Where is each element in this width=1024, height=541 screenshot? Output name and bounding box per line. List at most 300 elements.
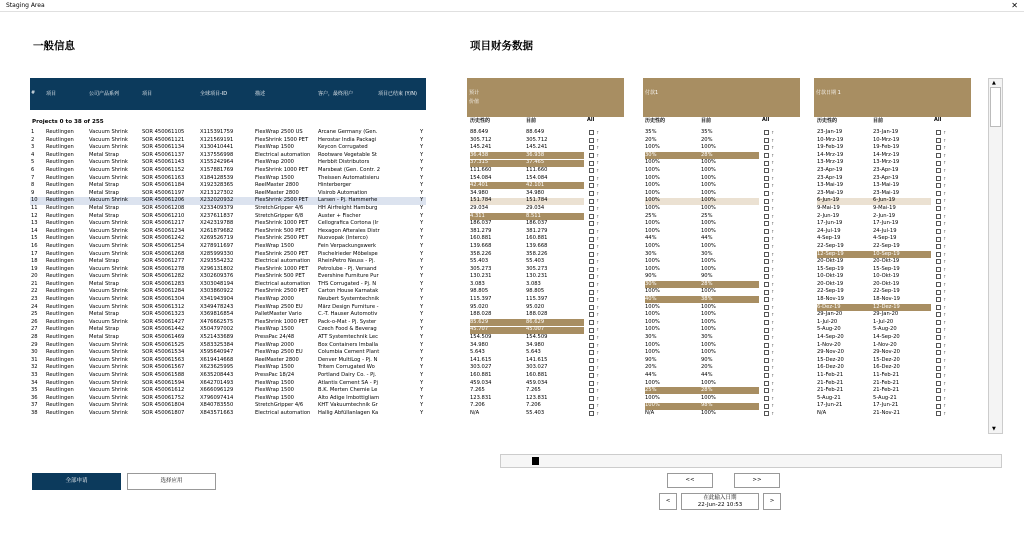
checkbox-marker-icon: ↑ bbox=[771, 357, 775, 363]
table-cell: Y bbox=[420, 144, 424, 151]
financial-row bbox=[470, 251, 620, 259]
table-row[interactable] bbox=[30, 288, 426, 296]
table-cell: FlexShrink 500 PET bbox=[255, 273, 305, 280]
row-checkbox[interactable] bbox=[764, 153, 769, 158]
table-cell: FlexShrink 2500 PET bbox=[255, 250, 309, 257]
row-checkbox[interactable] bbox=[936, 388, 941, 393]
table-cell: Arcane Germany (Gen. bbox=[318, 129, 378, 135]
financial-value: 55.403 bbox=[526, 258, 545, 265]
row-checkbox[interactable] bbox=[589, 388, 594, 393]
financial-row bbox=[817, 296, 967, 304]
row-checkbox[interactable] bbox=[589, 312, 594, 317]
row-checkbox[interactable] bbox=[936, 199, 941, 204]
checkbox-marker-icon: ↑ bbox=[596, 357, 600, 363]
row-checkbox[interactable] bbox=[936, 237, 941, 242]
financial-row bbox=[470, 205, 620, 213]
checkbox-marker-icon: ↑ bbox=[596, 297, 600, 303]
row-checkbox[interactable] bbox=[764, 343, 769, 348]
row-checkbox[interactable] bbox=[764, 191, 769, 196]
financial-value: 305.712 bbox=[470, 136, 492, 143]
projects-count: Projects 0 to 38 of 255 bbox=[32, 119, 104, 125]
row-checkbox[interactable] bbox=[589, 328, 594, 333]
table-row[interactable] bbox=[30, 349, 426, 357]
financial-value: 100% bbox=[645, 303, 660, 310]
row-checkbox[interactable] bbox=[589, 221, 594, 226]
next-page-button[interactable]: >> bbox=[734, 473, 780, 488]
table-row[interactable] bbox=[30, 266, 426, 274]
financial-value: 25% bbox=[645, 387, 657, 394]
checkbox-marker-icon: ↑ bbox=[943, 183, 947, 189]
table-row[interactable] bbox=[30, 304, 426, 312]
financial-row bbox=[645, 144, 795, 152]
scroll-up-icon[interactable]: ▲ bbox=[992, 80, 996, 86]
table-row[interactable] bbox=[30, 380, 426, 388]
row-checkbox[interactable] bbox=[589, 229, 594, 234]
financial-value: 459.034 bbox=[526, 379, 548, 386]
row-checkbox[interactable] bbox=[936, 153, 941, 158]
row-checkbox[interactable] bbox=[764, 312, 769, 317]
row-checkbox[interactable] bbox=[936, 252, 941, 257]
table-cell: Theissen Automatisieru bbox=[318, 174, 380, 181]
table-row[interactable] bbox=[30, 326, 426, 334]
table-cell: 22 bbox=[31, 288, 38, 295]
row-checkbox[interactable] bbox=[936, 312, 941, 317]
financial-row bbox=[817, 182, 967, 190]
table-cell: Metal Strap bbox=[89, 334, 119, 341]
row-checkbox[interactable] bbox=[589, 168, 594, 173]
checkbox-marker-icon: ↑ bbox=[596, 243, 600, 249]
row-checkbox[interactable] bbox=[589, 274, 594, 279]
table-row[interactable] bbox=[30, 129, 426, 137]
row-checkbox[interactable] bbox=[764, 229, 769, 234]
row-checkbox[interactable] bbox=[764, 259, 769, 264]
row-checkbox[interactable] bbox=[589, 183, 594, 188]
row-checkbox[interactable] bbox=[589, 373, 594, 378]
table-row[interactable] bbox=[30, 197, 426, 205]
financial-value: 6-Jun-19 bbox=[817, 197, 840, 204]
row-checkbox[interactable] bbox=[936, 404, 941, 409]
next-date-button[interactable]: > bbox=[763, 493, 781, 510]
table-cell: PressPac 24/48 bbox=[255, 334, 295, 341]
row-checkbox[interactable] bbox=[764, 221, 769, 226]
row-checkbox[interactable] bbox=[764, 145, 769, 150]
row-checkbox[interactable] bbox=[764, 328, 769, 333]
table-cell: März Design Furniture - bbox=[318, 303, 379, 310]
table-row[interactable] bbox=[30, 144, 426, 152]
row-checkbox[interactable] bbox=[764, 373, 769, 378]
row-checkbox[interactable] bbox=[589, 138, 594, 143]
row-checkbox[interactable] bbox=[764, 244, 769, 249]
row-checkbox[interactable] bbox=[764, 366, 769, 371]
row-checkbox[interactable] bbox=[936, 221, 941, 226]
row-checkbox[interactable] bbox=[936, 138, 941, 143]
row-checkbox[interactable] bbox=[589, 411, 594, 416]
row-checkbox[interactable] bbox=[764, 274, 769, 279]
checkbox-marker-icon: ↑ bbox=[771, 304, 775, 310]
financial-value: 100% bbox=[701, 174, 716, 181]
financial-value: 14-Mrz-19 bbox=[817, 151, 844, 158]
row-checkbox[interactable] bbox=[589, 267, 594, 272]
table-cell: Metal Strap bbox=[89, 212, 119, 219]
table-row[interactable] bbox=[30, 213, 426, 221]
table-row[interactable] bbox=[30, 395, 426, 403]
table-cell: Metal Strap bbox=[89, 311, 119, 318]
row-checkbox[interactable] bbox=[936, 176, 941, 181]
financial-value: 21-Feb-21 bbox=[873, 379, 900, 386]
financial-value: 29-Jan-20 bbox=[873, 311, 899, 318]
financial-value: 34.980 bbox=[526, 189, 545, 196]
row-checkbox[interactable] bbox=[936, 396, 941, 401]
financial-value: 30% bbox=[645, 151, 657, 158]
prev-date-button[interactable]: < bbox=[659, 493, 677, 510]
financial-row bbox=[817, 349, 967, 357]
table-cell: Reutlingen bbox=[46, 364, 74, 371]
row-checkbox[interactable] bbox=[764, 381, 769, 386]
financial-value: 11-Feb-21 bbox=[873, 372, 900, 378]
row-checkbox[interactable] bbox=[764, 130, 769, 135]
row-checkbox[interactable] bbox=[936, 259, 941, 264]
row-checkbox[interactable] bbox=[936, 244, 941, 249]
checkbox-marker-icon: ↑ bbox=[771, 228, 775, 234]
table-row[interactable] bbox=[30, 311, 426, 319]
row-checkbox[interactable] bbox=[936, 168, 941, 173]
table-cell: SOR 450061206 bbox=[142, 197, 185, 204]
table-cell: Reutlingen bbox=[46, 258, 74, 265]
row-checkbox[interactable] bbox=[936, 320, 941, 325]
row-checkbox[interactable] bbox=[936, 229, 941, 234]
table-cell: 34 bbox=[31, 379, 38, 386]
row-checkbox[interactable] bbox=[764, 282, 769, 287]
table-row[interactable] bbox=[30, 205, 426, 213]
financial-row bbox=[817, 129, 967, 137]
table-row[interactable] bbox=[30, 182, 426, 190]
row-checkbox[interactable] bbox=[589, 161, 594, 166]
vertical-scrollbar[interactable] bbox=[988, 78, 1003, 434]
row-checkbox[interactable] bbox=[589, 404, 594, 409]
row-checkbox[interactable] bbox=[936, 381, 941, 386]
checkbox-marker-icon: ↑ bbox=[771, 152, 775, 158]
row-checkbox[interactable] bbox=[589, 297, 594, 302]
table-cell: Y bbox=[420, 258, 424, 265]
row-checkbox[interactable] bbox=[764, 388, 769, 393]
checkbox-marker-icon: ↑ bbox=[596, 190, 600, 196]
row-checkbox[interactable] bbox=[764, 290, 769, 295]
row-checkbox[interactable] bbox=[589, 259, 594, 264]
checkbox-marker-icon: ↑ bbox=[943, 289, 947, 295]
table-cell: Reutlingen bbox=[46, 182, 74, 189]
table-row[interactable] bbox=[30, 137, 426, 145]
row-checkbox[interactable] bbox=[936, 297, 941, 302]
row-checkbox[interactable] bbox=[764, 199, 769, 204]
row-checkbox[interactable] bbox=[589, 176, 594, 181]
table-row[interactable] bbox=[30, 364, 426, 372]
table-row[interactable] bbox=[30, 410, 426, 418]
row-checkbox[interactable] bbox=[589, 206, 594, 211]
table-cell: 32 bbox=[31, 364, 38, 371]
checkbox-marker-icon: ↑ bbox=[943, 137, 947, 143]
row-checkbox[interactable] bbox=[764, 411, 769, 416]
table-row[interactable] bbox=[30, 273, 426, 281]
row-checkbox[interactable] bbox=[589, 305, 594, 310]
financial-value: 90% bbox=[645, 356, 657, 363]
financial-row bbox=[645, 349, 795, 357]
table-cell: Y bbox=[420, 280, 424, 287]
row-checkbox[interactable] bbox=[936, 366, 941, 371]
row-checkbox[interactable] bbox=[936, 411, 941, 416]
financial-row bbox=[645, 213, 795, 221]
subheader-label: All bbox=[587, 117, 595, 123]
financial-row bbox=[470, 190, 620, 198]
financial-value: 303.027 bbox=[470, 364, 492, 371]
financial-row bbox=[645, 243, 795, 251]
row-checkbox[interactable] bbox=[764, 237, 769, 242]
apply-selected-button[interactable]: 选择应用 bbox=[127, 473, 216, 490]
table-cell: Reutlingen bbox=[46, 356, 74, 363]
row-checkbox[interactable] bbox=[936, 145, 941, 150]
financial-row bbox=[817, 334, 967, 342]
payment1-header bbox=[643, 78, 800, 117]
table-cell: Vacuum Shrink bbox=[89, 303, 128, 310]
horizontal-scrollbar[interactable] bbox=[500, 454, 1002, 468]
row-checkbox[interactable] bbox=[589, 191, 594, 196]
row-checkbox[interactable] bbox=[936, 183, 941, 188]
table-row[interactable] bbox=[30, 334, 426, 342]
table-row[interactable] bbox=[30, 175, 426, 183]
row-checkbox[interactable] bbox=[936, 130, 941, 135]
row-checkbox[interactable] bbox=[589, 366, 594, 371]
table-row[interactable] bbox=[30, 372, 426, 380]
financial-value: 10-Okt-19 bbox=[817, 273, 844, 280]
row-checkbox[interactable] bbox=[936, 305, 941, 310]
row-checkbox[interactable] bbox=[936, 282, 941, 287]
row-checkbox[interactable] bbox=[936, 191, 941, 196]
table-cell: Reutlingen bbox=[46, 288, 74, 295]
table-cell: 38 bbox=[31, 409, 38, 416]
table-cell: Y bbox=[420, 356, 424, 363]
table-cell: Vacuum Shrink bbox=[89, 409, 128, 416]
checkbox-marker-icon: ↑ bbox=[943, 403, 947, 409]
row-checkbox[interactable] bbox=[764, 206, 769, 211]
row-checkbox[interactable] bbox=[589, 350, 594, 355]
table-cell: SOR 450061137 bbox=[142, 151, 185, 158]
row-checkbox[interactable] bbox=[589, 282, 594, 287]
financial-value: 88.649 bbox=[470, 129, 489, 135]
table-cell: Y bbox=[420, 311, 424, 318]
checkbox-marker-icon: ↑ bbox=[596, 145, 600, 151]
table-row[interactable] bbox=[30, 152, 426, 160]
row-checkbox[interactable] bbox=[764, 176, 769, 181]
table-cell: Y bbox=[420, 197, 424, 204]
row-checkbox[interactable] bbox=[936, 350, 941, 355]
table-row[interactable] bbox=[30, 167, 426, 175]
financial-value: 100% bbox=[645, 379, 660, 386]
row-checkbox[interactable] bbox=[936, 373, 941, 378]
table-row[interactable] bbox=[30, 251, 426, 259]
table-cell: SOR 450061304 bbox=[142, 296, 185, 303]
financial-data-title: 项目财务数据 bbox=[470, 40, 533, 52]
financial-value: 154.084 bbox=[526, 174, 548, 181]
row-checkbox[interactable] bbox=[589, 145, 594, 150]
table-cell: 27 bbox=[31, 326, 38, 333]
table-cell: X213127302 bbox=[200, 189, 234, 196]
row-checkbox[interactable] bbox=[589, 396, 594, 401]
date-input[interactable] bbox=[681, 493, 759, 510]
table-cell: 33 bbox=[31, 372, 38, 378]
table-cell: Reutlingen bbox=[46, 334, 74, 341]
row-checkbox[interactable] bbox=[764, 335, 769, 340]
row-checkbox[interactable] bbox=[764, 396, 769, 401]
row-checkbox[interactable] bbox=[764, 252, 769, 257]
row-checkbox[interactable] bbox=[764, 214, 769, 219]
row-checkbox[interactable] bbox=[764, 320, 769, 325]
table-cell: SOR 450061752 bbox=[142, 394, 185, 401]
row-checkbox[interactable] bbox=[589, 214, 594, 219]
table-cell: FlexWrap 1500 bbox=[255, 364, 294, 371]
row-checkbox[interactable] bbox=[589, 130, 594, 135]
row-checkbox[interactable] bbox=[764, 305, 769, 310]
financial-value: 11-Feb-21 bbox=[817, 372, 844, 378]
table-row[interactable] bbox=[30, 387, 426, 395]
table-row[interactable] bbox=[30, 319, 426, 327]
row-checkbox[interactable] bbox=[589, 199, 594, 204]
table-cell: X155242964 bbox=[200, 159, 234, 166]
financial-value: 14-Sep-20 bbox=[873, 334, 900, 341]
financial-value: 123.831 bbox=[526, 394, 548, 401]
table-cell: SOR 450061804 bbox=[142, 402, 185, 409]
financial-value: 139.668 bbox=[470, 242, 492, 249]
scroll-down-icon[interactable]: ▼ bbox=[992, 426, 996, 432]
row-checkbox[interactable] bbox=[764, 297, 769, 302]
table-row[interactable] bbox=[30, 235, 426, 243]
financial-value: 186.037 bbox=[470, 220, 492, 227]
financial-value: 305.273 bbox=[470, 265, 492, 272]
row-checkbox[interactable] bbox=[589, 335, 594, 340]
table-cell: X476662575 bbox=[200, 318, 234, 325]
row-checkbox[interactable] bbox=[764, 267, 769, 272]
financial-value: 20-Okt-19 bbox=[817, 280, 844, 287]
close-icon[interactable]: ✕ bbox=[1011, 1, 1018, 10]
table-cell: 23 bbox=[31, 296, 38, 303]
financial-value: 5-Aug-20 bbox=[817, 326, 841, 333]
row-checkbox[interactable] bbox=[589, 320, 594, 325]
financial-value: 30% bbox=[701, 334, 713, 341]
financial-row bbox=[645, 304, 795, 312]
table-cell: Vacuum Shrink bbox=[89, 144, 128, 151]
financial-value: 55.403 bbox=[526, 409, 545, 416]
table-cell: 15 bbox=[31, 235, 38, 242]
row-checkbox[interactable] bbox=[589, 290, 594, 295]
table-cell: Reutlingen bbox=[46, 303, 74, 310]
financial-value: 100% bbox=[701, 189, 716, 196]
apply-all-button[interactable]: 全部申请 bbox=[32, 473, 121, 490]
horizontal-scroll-thumb[interactable] bbox=[532, 457, 539, 465]
table-row[interactable] bbox=[30, 159, 426, 167]
financial-row bbox=[470, 319, 620, 327]
table-cell: Y bbox=[420, 182, 424, 189]
row-checkbox[interactable] bbox=[589, 252, 594, 257]
row-checkbox[interactable] bbox=[936, 358, 941, 363]
row-checkbox[interactable] bbox=[936, 161, 941, 166]
row-checkbox[interactable] bbox=[764, 161, 769, 166]
checkbox-marker-icon: ↑ bbox=[943, 342, 947, 348]
financial-row bbox=[817, 380, 967, 388]
row-checkbox[interactable] bbox=[936, 206, 941, 211]
prev-page-button[interactable]: << bbox=[667, 473, 713, 488]
row-checkbox[interactable] bbox=[936, 328, 941, 333]
table-row[interactable] bbox=[30, 228, 426, 236]
row-checkbox[interactable] bbox=[764, 404, 769, 409]
checkbox-marker-icon: ↑ bbox=[596, 410, 600, 416]
row-checkbox[interactable] bbox=[589, 381, 594, 386]
financial-value: 111.660 bbox=[526, 166, 548, 173]
table-row[interactable] bbox=[30, 296, 426, 304]
table-cell: FlexWrap 2500 EU bbox=[255, 349, 303, 356]
row-checkbox[interactable] bbox=[764, 138, 769, 143]
table-row[interactable] bbox=[30, 357, 426, 365]
table-cell: Metal Strap bbox=[89, 189, 119, 196]
row-checkbox[interactable] bbox=[936, 335, 941, 340]
table-cell: Electrical automation bbox=[255, 258, 311, 265]
financial-value: 3.083 bbox=[470, 280, 485, 287]
financial-row bbox=[817, 410, 967, 418]
row-checkbox[interactable] bbox=[764, 350, 769, 355]
table-row[interactable] bbox=[30, 342, 426, 350]
row-checkbox[interactable] bbox=[936, 214, 941, 219]
financial-value: 42.101 bbox=[526, 182, 545, 189]
row-checkbox[interactable] bbox=[589, 237, 594, 242]
row-checkbox[interactable] bbox=[936, 343, 941, 348]
table-cell: SOR 450061442 bbox=[142, 326, 185, 333]
financial-value: 151.784 bbox=[526, 197, 548, 204]
financial-value: 35% bbox=[645, 129, 657, 135]
table-row[interactable] bbox=[30, 402, 426, 410]
row-checkbox[interactable] bbox=[936, 290, 941, 295]
checkbox-marker-icon: ↑ bbox=[771, 289, 775, 295]
financial-value: 16-Dez-20 bbox=[817, 364, 844, 371]
financial-value: 100% bbox=[701, 409, 716, 416]
table-cell: Nuovopak (Interco) bbox=[318, 235, 368, 242]
financial-row bbox=[470, 197, 620, 205]
vertical-scroll-thumb[interactable] bbox=[990, 87, 1001, 127]
row-checkbox[interactable] bbox=[764, 183, 769, 188]
checkbox-marker-icon: ↑ bbox=[943, 281, 947, 287]
row-checkbox[interactable] bbox=[764, 358, 769, 363]
financial-value: 38% bbox=[701, 296, 713, 303]
table-cell: Keycon Corrugated bbox=[318, 144, 368, 151]
checkbox-marker-icon: ↑ bbox=[596, 137, 600, 143]
financial-value: 160.881 bbox=[526, 372, 548, 378]
row-checkbox[interactable] bbox=[936, 274, 941, 279]
row-checkbox[interactable] bbox=[589, 343, 594, 348]
table-cell: SOR 450061134 bbox=[142, 144, 185, 151]
table-row[interactable] bbox=[30, 220, 426, 228]
financial-row bbox=[817, 220, 967, 228]
row-checkbox[interactable] bbox=[589, 244, 594, 249]
table-row[interactable] bbox=[30, 243, 426, 251]
table-row[interactable] bbox=[30, 190, 426, 198]
table-cell: 16 bbox=[31, 242, 38, 249]
table-cell: Vacuum Shrink bbox=[89, 364, 128, 371]
table-row[interactable] bbox=[30, 258, 426, 266]
table-cell: Y bbox=[420, 379, 424, 386]
row-checkbox[interactable] bbox=[936, 267, 941, 272]
financial-value: 381.279 bbox=[470, 227, 492, 234]
row-checkbox[interactable] bbox=[589, 153, 594, 158]
row-checkbox[interactable] bbox=[764, 168, 769, 173]
row-checkbox[interactable] bbox=[589, 358, 594, 363]
financial-value: 100% bbox=[645, 144, 660, 151]
table-row[interactable] bbox=[30, 281, 426, 289]
